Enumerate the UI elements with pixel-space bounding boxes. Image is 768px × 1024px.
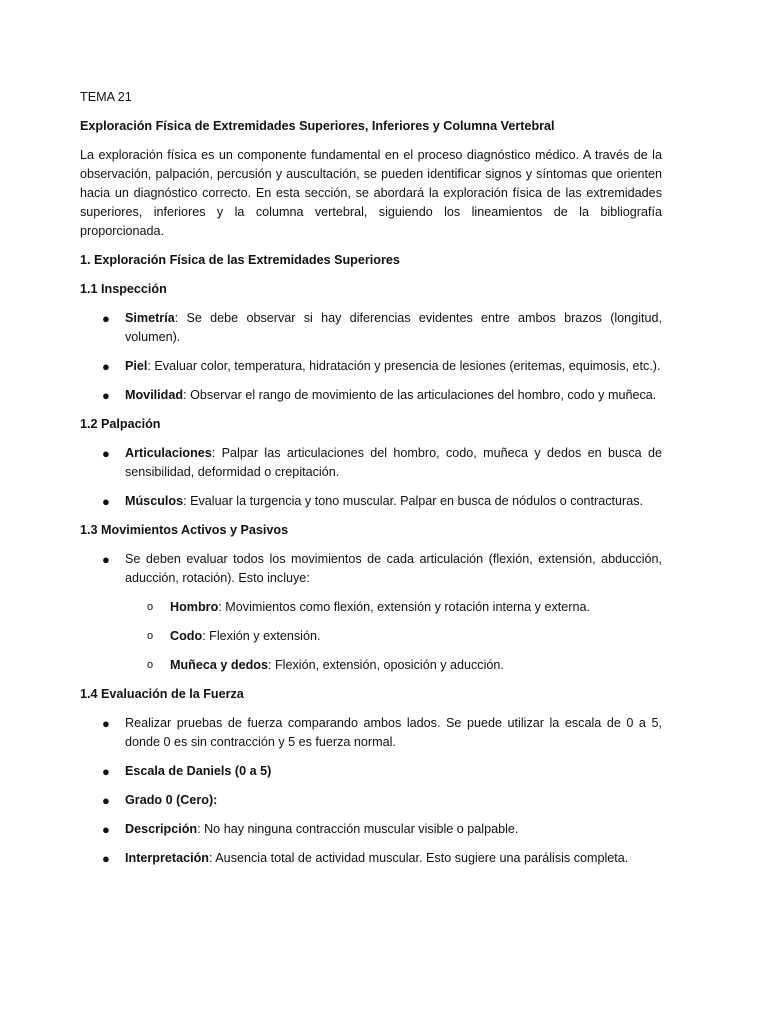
item-term: Muñeca y dedos	[170, 658, 268, 672]
section-heading-upper-extremities: 1. Exploración Física de las Extremidades Superiores	[80, 253, 400, 267]
item-term: Descripción	[125, 822, 198, 836]
doc-title: Exploración Física de Extremidades Superiores, Inferiores y Columna Vertebral	[80, 119, 555, 133]
subsection-heading-palpation: 1.2 Palpación	[80, 417, 161, 431]
circle-bullet-icon: o	[147, 659, 154, 671]
item-text: : Evaluar color, temperatura, hidratación y presencia de lesiones (eritemas, equimosis, etc.).	[147, 359, 661, 373]
list-item	[80, 849, 662, 868]
item-term: Piel	[125, 359, 148, 373]
bullet-icon: ●	[102, 388, 110, 403]
list-item	[80, 820, 662, 839]
bullet-icon: ●	[102, 446, 110, 461]
item-text: : Flexión y extensión.	[202, 629, 321, 643]
circle-bullet-icon: o	[147, 601, 154, 613]
movements-sublist	[125, 598, 662, 675]
item-term: Movilidad	[125, 388, 184, 402]
movements-list	[80, 550, 662, 675]
list-item	[80, 762, 662, 781]
list-item	[80, 791, 662, 810]
strength-list	[80, 714, 662, 868]
inspection-list	[80, 309, 662, 405]
item-text: : Flexión, extensión, oposición y aducción.	[267, 658, 504, 672]
circle-bullet-icon: o	[147, 630, 154, 642]
item-text: : Movimientos como flexión, extensión y rotación interna y externa.	[218, 600, 590, 614]
item-term: Grado 0 (Cero):	[125, 793, 218, 807]
item-term: Escala de Daniels (0 a 5)	[125, 764, 272, 778]
item-term: Simetría	[125, 311, 175, 325]
item-text: : Observar el rango de movimiento de las articulaciones del hombro, codo y muñeca.	[183, 388, 657, 402]
item-term: Codo	[170, 629, 203, 643]
document-page	[80, 88, 662, 878]
sublist-item	[125, 627, 662, 646]
bullet-icon: ●	[102, 311, 110, 326]
bullet-icon: ●	[102, 552, 110, 567]
bullet-icon: ●	[102, 359, 110, 374]
bullet-icon: ●	[102, 793, 110, 808]
intro-paragraph: La exploración física es un componente fundamental en el proceso diagnóstico médico. A través de la observación, palpación, percusión y auscultación, se pueden identificar signos y síntomas que orienten hacia un diagnóstico correcto. En esta sección, se abordará la exploración física de las extremidades superiores, inferiores y la columna vertebral, siguiendo los lineamientos de la bibliografía proporcionada.	[80, 148, 662, 238]
bullet-icon: ●	[102, 494, 110, 509]
item-text: : Se debe observar si hay diferencias evidentes entre ambos brazos (longitud, volumen).	[125, 311, 662, 344]
item-text: : Palpar las articulaciones del hombro, codo, muñeca y dedos en busca de sensibilidad, deformidad o crepitación.	[125, 446, 662, 479]
item-text: : Evaluar la turgencia y tono muscular. Palpar en busca de nódulos o contracturas.	[183, 494, 644, 508]
list-item	[80, 492, 662, 511]
palpation-list	[80, 444, 662, 511]
list-item	[80, 444, 662, 482]
subsection-heading-movements: 1.3 Movimientos Activos y Pasivos	[80, 523, 289, 537]
item-term: Músculos	[125, 494, 184, 508]
subsection-heading-inspection: 1.1 Inspección	[80, 282, 167, 296]
list-item	[80, 714, 662, 752]
bullet-icon: ●	[102, 851, 110, 866]
subsection-heading-strength: 1.4 Evaluación de la Fuerza	[80, 687, 244, 701]
item-term: Hombro	[170, 600, 219, 614]
item-text: Realizar pruebas de fuerza comparando ambos lados. Se puede utilizar la escala de 0 a 5, donde 0 es sin contracción y 5 es fuerza normal.	[125, 716, 662, 749]
bullet-icon: ●	[102, 822, 110, 837]
bullet-icon: ●	[102, 716, 110, 731]
list-item	[80, 550, 662, 675]
item-text: : Ausencia total de actividad muscular. Esto sugiere una parálisis completa.	[208, 851, 629, 865]
item-text: Se deben evaluar todos los movimientos de cada articulación (flexión, extensión, abducción, aducción, rotación). Esto incluye:	[125, 552, 662, 585]
sublist-item	[125, 598, 662, 617]
doc-label: TEMA 21	[80, 90, 132, 104]
sublist-item	[125, 656, 662, 675]
list-item	[80, 386, 662, 405]
bullet-icon: ●	[102, 764, 110, 779]
item-term: Interpretación	[125, 851, 209, 865]
list-item	[80, 357, 662, 376]
list-item	[80, 309, 662, 347]
item-term: Articulaciones	[125, 446, 212, 460]
item-text: : No hay ninguna contracción muscular visible o palpable.	[197, 822, 519, 836]
